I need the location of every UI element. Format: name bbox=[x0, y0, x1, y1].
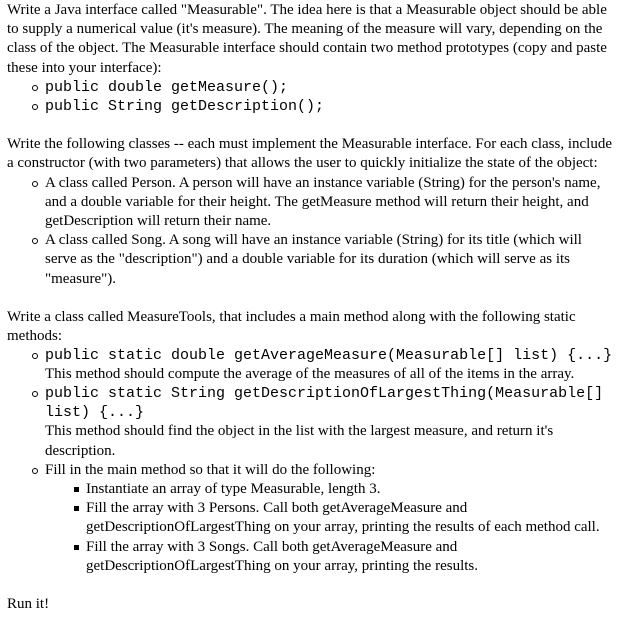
square-bullet-icon bbox=[74, 545, 79, 550]
average-measure-description: This method should compute the average of the measures of all of the items in the array. bbox=[45, 366, 575, 383]
circle-bullet-icon bbox=[32, 468, 38, 474]
circle-bullet-icon bbox=[32, 391, 38, 397]
prototype-list bbox=[7, 78, 617, 116]
list-item bbox=[7, 461, 617, 480]
main-steps-list bbox=[7, 480, 617, 576]
list-item bbox=[7, 384, 617, 460]
classes-list bbox=[7, 174, 617, 289]
circle-bullet-icon bbox=[32, 238, 38, 244]
list-item bbox=[7, 174, 617, 232]
list-item bbox=[7, 97, 617, 116]
main-step-persons: Fill the array with 3 Persons. Call both getAverageMeasure and getDescriptionOfLargestThing on your array, printing the results of each method call. bbox=[86, 500, 600, 536]
assignment-document bbox=[7, 1, 617, 614]
closing-line: Run it! bbox=[7, 596, 50, 613]
main-step-songs: Fill the array with 3 Songs. Call both getAverageMeasure and getDescriptionOfLargestThing on your array, printing the results. bbox=[86, 538, 478, 574]
circle-bullet-icon bbox=[32, 104, 38, 110]
list-item bbox=[7, 78, 617, 97]
prototype-get-measure: public double getMeasure(); bbox=[45, 78, 289, 96]
list-item bbox=[7, 480, 617, 499]
tools-paragraph: Write a class called MeasureTools, that includes a main method along with the following static methods: bbox=[7, 308, 576, 345]
song-class-description: A class called Song. A song will have an instance variable (String) for its title (which will serve as the "description") and a double variable for its duration (which will serve as its "measure"). bbox=[45, 232, 582, 287]
person-class-description: A class called Person. A person will have an instance variable (String) for the person's name, and a double variable for their height. The getMeasure method will return their height, and getDescription will return their name. bbox=[45, 174, 601, 230]
list-item bbox=[7, 499, 617, 537]
prototype-get-description: public String getDescription(); bbox=[45, 98, 325, 116]
average-measure-signature: public static double getAverageMeasure(Measurable[] list) {...} bbox=[45, 347, 613, 365]
main-step-instantiate: Instantiate an array of type Measurable, length 3. bbox=[86, 481, 381, 498]
list-item bbox=[7, 538, 617, 576]
main-method-intro: Fill in the main method so that it will do the following: bbox=[45, 461, 376, 478]
circle-bullet-icon bbox=[32, 85, 38, 91]
list-item bbox=[7, 231, 617, 289]
largest-thing-description: This method should find the object in the list with the largest measure, and return it's description. bbox=[45, 423, 554, 459]
circle-bullet-icon bbox=[32, 353, 38, 359]
largest-thing-signature: public static String getDescriptionOfLargestThing(Measurable[] list) {...} bbox=[45, 385, 604, 422]
classes-paragraph: Write the following classes -- each must implement the Measurable interface. For each class, include a constructor (with two parameters) that allows the user to quickly initialize the state of the object: bbox=[7, 136, 613, 172]
list-item bbox=[7, 346, 617, 384]
tools-list bbox=[7, 346, 617, 480]
intro-paragraph: Write a Java interface called "Measurable". The idea here is that a Measurable object should be able to supply a numerical value (it's measure). The meaning of the measure will vary, depending on the class of the object. The Measurable interface should contain two method prototypes (copy and paste these into your interface): bbox=[7, 2, 607, 76]
circle-bullet-icon bbox=[32, 181, 38, 187]
square-bullet-icon bbox=[74, 506, 79, 511]
square-bullet-icon bbox=[74, 487, 79, 492]
